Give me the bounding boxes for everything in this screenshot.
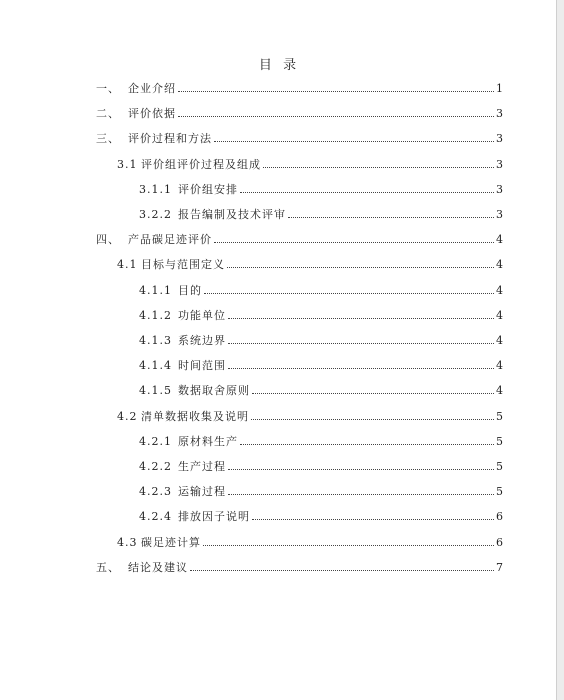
toc-entry[interactable]: [96, 80, 503, 100]
toc-entry-number: 4.2: [117, 409, 138, 423]
toc-entry-number: 3.1.1: [139, 182, 172, 196]
toc-entry-text: 功能单位: [178, 308, 226, 322]
toc-dot-leader: [252, 393, 494, 394]
toc-entry[interactable]: [96, 231, 503, 251]
toc-entry-text: 评价过程和方法: [128, 132, 212, 146]
toc-entry-number: 五、: [96, 560, 120, 574]
toc-page-number: 3: [496, 157, 503, 171]
toc-entry-text: 评价组评价过程及组成: [141, 157, 261, 171]
toc-dot-leader: [228, 469, 494, 470]
toc-dot-leader: [178, 91, 494, 92]
toc-entry-text: 目标与范围定义: [141, 258, 225, 272]
toc-entry-number: 4.3: [117, 535, 138, 549]
toc-dot-leader: [178, 116, 494, 117]
toc-entry[interactable]: [139, 483, 503, 503]
toc-entry[interactable]: [96, 559, 503, 579]
toc-entry-text: 评价组安排: [178, 182, 238, 196]
toc-page-number: 6: [496, 535, 503, 549]
toc-page-number: 5: [496, 485, 503, 499]
toc-page-number: 7: [496, 560, 503, 574]
toc-dot-leader: [240, 444, 494, 445]
toc-entry[interactable]: [139, 206, 503, 226]
toc-entry[interactable]: [117, 256, 503, 276]
toc-dot-leader: [190, 570, 494, 571]
toc-dot-leader: [228, 343, 494, 344]
toc-entry-number: 4.1.5: [139, 384, 172, 398]
toc-dot-leader: [288, 217, 494, 218]
toc-entry-text: 原材料生产: [178, 434, 238, 448]
toc-dot-leader: [228, 368, 494, 369]
toc-entry-text: 评价依据: [128, 107, 176, 121]
toc-page-number: 4: [496, 233, 503, 247]
toc-entry[interactable]: [139, 332, 503, 352]
toc-dot-leader: [203, 545, 494, 546]
toc-entry-text: 目的: [178, 283, 202, 297]
toc-page-number: 5: [496, 409, 503, 423]
toc-entry-text: 企业介绍: [128, 82, 176, 95]
toc-entry-number: 四、: [96, 233, 120, 247]
toc-page-number: 3: [496, 208, 503, 221]
toc-entry[interactable]: [139, 357, 503, 377]
toc-entry-text: 系统边界: [178, 334, 226, 347]
toc-entry[interactable]: [117, 156, 503, 176]
toc-dot-leader: [263, 167, 494, 168]
toc-entry-text: 生产过程: [178, 460, 226, 473]
toc-dot-leader: [252, 519, 494, 520]
toc-page-number: 6: [496, 510, 503, 524]
toc-entry-text: 结论及建议: [128, 560, 188, 574]
toc-entry-number: 4.2.3: [139, 485, 172, 499]
toc-entry-number: 4.2.4: [139, 510, 172, 524]
toc-dot-leader: [240, 192, 494, 193]
toc-entry[interactable]: [96, 105, 503, 125]
toc-entry-number: 3.2.2: [139, 208, 172, 221]
toc-page-number: 4: [496, 359, 503, 373]
toc-page-number: 4: [496, 283, 503, 297]
toc-entry-text: 数据取舍原则: [178, 384, 250, 398]
toc-entry-text: 清单数据收集及说明: [141, 409, 249, 423]
toc-entry-number: 三、: [96, 132, 120, 146]
toc-entry-number: 4.1: [117, 258, 138, 272]
toc-page-number: 1: [496, 82, 503, 95]
toc-entry-number: 4.1.3: [139, 334, 172, 347]
toc-entry[interactable]: [139, 458, 503, 478]
toc-entry[interactable]: [139, 282, 503, 302]
toc-entry[interactable]: [96, 130, 503, 150]
toc-entry-number: 3.1: [117, 157, 138, 171]
toc-dot-leader: [214, 141, 494, 142]
toc-dot-leader: [251, 419, 494, 420]
toc-dot-leader: [204, 293, 494, 294]
toc-entry-number: 二、: [96, 107, 120, 121]
toc-page-number: 3: [496, 182, 503, 196]
toc-entry[interactable]: [139, 307, 503, 327]
toc-entry[interactable]: [139, 382, 503, 402]
toc-title: 目 录: [258, 58, 298, 73]
toc-entry-number: 一、: [96, 82, 120, 95]
toc-dot-leader: [228, 318, 494, 319]
toc-entry[interactable]: [117, 534, 503, 554]
toc-page-number: 3: [496, 107, 503, 121]
toc-entry-number: 4.1.2: [139, 308, 172, 322]
toc-page-number: 4: [496, 334, 503, 347]
toc-page-number: 3: [496, 132, 503, 146]
toc-entry-text: 报告编制及技术评审: [178, 208, 286, 221]
toc-entry-text: 碳足迹计算: [141, 535, 201, 549]
toc-entry-number: 4.1.1: [139, 283, 172, 297]
toc-entry-text: 产品碳足迹评价: [128, 233, 212, 247]
toc-entry-text: 排放因子说明: [178, 510, 250, 524]
toc-page-number: 5: [496, 434, 503, 448]
toc-page-number: 4: [496, 384, 503, 398]
toc-entry-number: 4.2.1: [139, 434, 172, 448]
toc-entry[interactable]: [139, 181, 503, 201]
toc-entry-text: 运输过程: [178, 485, 226, 499]
toc-entry-text: 时间范围: [178, 359, 226, 373]
toc-dot-leader: [227, 267, 494, 268]
toc-entry-number: 4.2.2: [139, 460, 172, 473]
toc-page-number: 4: [496, 308, 503, 322]
toc-page-number: 5: [496, 460, 503, 473]
toc-dot-leader: [228, 494, 494, 495]
toc-entry[interactable]: [139, 508, 503, 528]
toc-entry[interactable]: [117, 408, 503, 428]
toc-dot-leader: [214, 242, 494, 243]
toc-entry[interactable]: [139, 433, 503, 453]
toc-page-number: 4: [496, 258, 503, 272]
toc-entry-number: 4.1.4: [139, 359, 172, 373]
